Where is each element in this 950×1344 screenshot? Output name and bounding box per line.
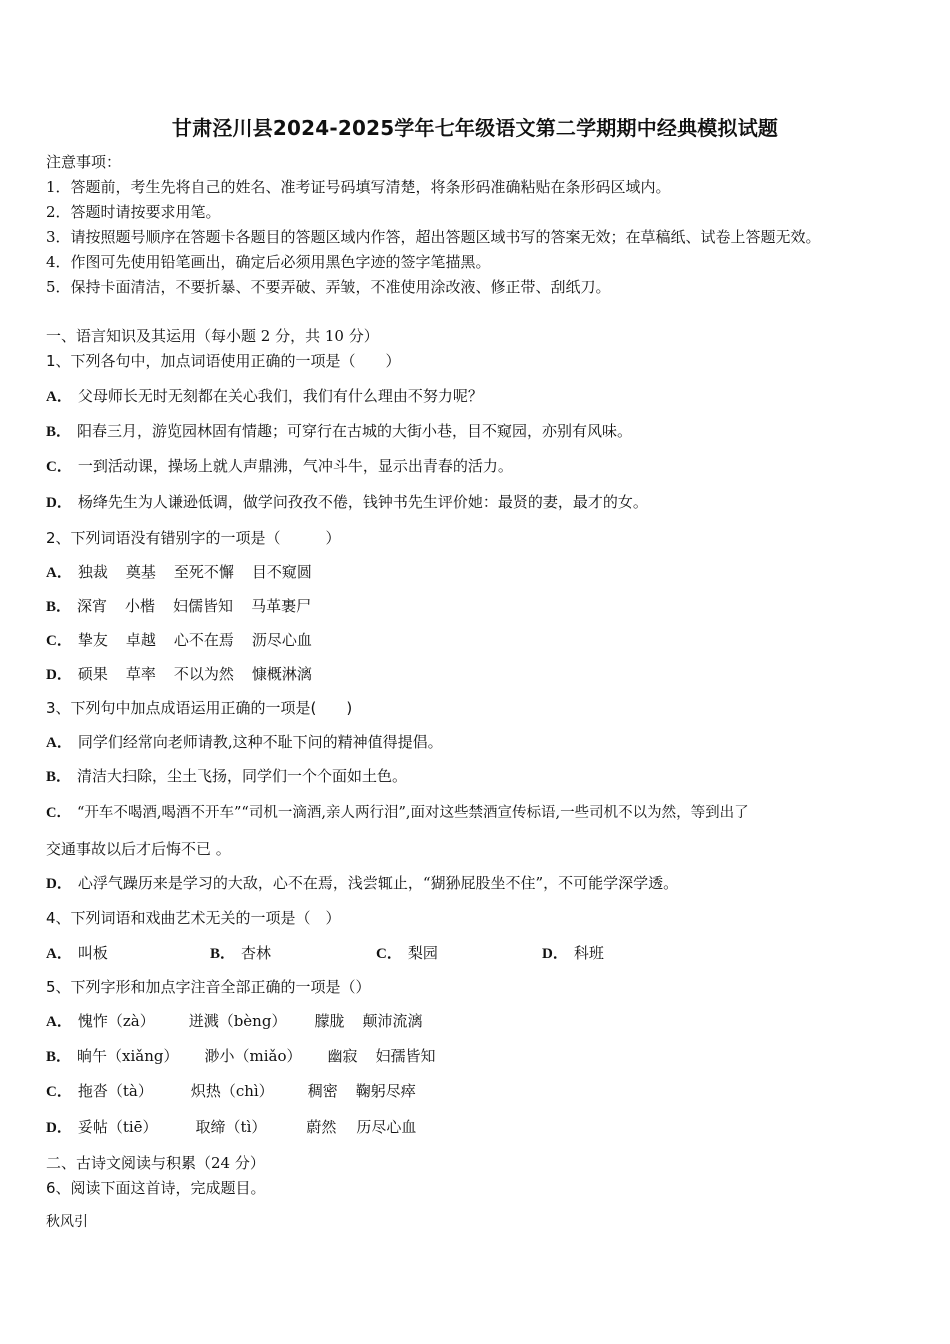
option-letter: B． <box>46 769 72 785</box>
q4-option-d <box>542 943 604 964</box>
q5-option-b <box>46 1046 436 1067</box>
option-word: 妥帖（tiē） <box>77 1118 158 1136</box>
q4-option-a <box>46 943 108 964</box>
option-letter: D． <box>46 495 72 511</box>
option-letter: B． <box>46 599 72 615</box>
q3-stem: 3、下列句中加点成语运用正确的一项是( ) <box>46 699 353 717</box>
notice-heading: 注意事项： <box>46 153 122 171</box>
option-letter: C． <box>46 633 72 649</box>
notice-item-4: 4．作图可先使用铅笔画出，确定后必须用黑色字迹的签字笔描黑。 <box>46 253 491 271</box>
option-letter: B． <box>210 946 236 962</box>
option-word: 马革裹尸 <box>251 597 312 615</box>
option-letter: D． <box>46 1120 72 1136</box>
q3-option-c <box>46 803 749 823</box>
option-letter: D． <box>46 667 72 683</box>
q6-stem: 6、阅读下面这首诗，完成题目。 <box>46 1179 266 1197</box>
option-text: 叫板 <box>77 944 108 962</box>
q2-option-c <box>46 630 330 651</box>
q2-option-b <box>46 596 329 617</box>
option-word: 稠密 <box>307 1082 338 1100</box>
option-letter: C． <box>46 459 72 475</box>
section2-heading: 二、古诗文阅读与积累（24 分） <box>46 1154 265 1172</box>
option-word: 幽寂 <box>327 1047 358 1065</box>
q1-option-d <box>46 492 648 513</box>
q1-option-c <box>46 456 513 477</box>
option-word: 小楷 <box>125 597 156 615</box>
option-text: 阳春三月，游览园林固有情趣；可穿行在古城的大街小巷，目不窥园，亦别有风味。 <box>77 422 633 440</box>
option-letter: A． <box>46 946 72 962</box>
option-word: 硕果 <box>77 665 108 683</box>
option-word: 拖沓（tà） <box>77 1082 153 1100</box>
q3-option-a <box>46 732 443 753</box>
option-text: 清洁大扫除，尘土飞扬，同学们一个个面如土色。 <box>77 767 408 785</box>
option-word: 深宵 <box>77 597 108 615</box>
option-word: 卓越 <box>125 631 156 649</box>
q5-stem: 5、下列字形和加点字注音全部正确的一项是（） <box>46 978 371 996</box>
notice-item-1: 1．答题前，考生先将自己的姓名、准考证号码填写清楚，将条形码准确粘贴在条形码区域内。 <box>46 178 671 196</box>
option-text: 同学们经常向老师请教,这种不耻下问的精神值得提倡。 <box>77 733 443 751</box>
option-letter: C． <box>46 1084 72 1100</box>
option-word: 不以为然 <box>173 665 234 683</box>
option-text: 一到活动课，操场上就人声鼎沸，气冲斗牛，显示出青春的活力。 <box>77 457 513 475</box>
option-text: 杏林 <box>241 944 272 962</box>
option-text: 科班 <box>573 944 604 962</box>
q1-stem: 1、下列各句中，加点词语使用正确的一项是（ ） <box>46 352 401 370</box>
q2-option-d <box>46 664 330 685</box>
q2-option-a <box>46 562 330 583</box>
q1-option-a <box>46 386 483 407</box>
option-letter: A． <box>46 1014 72 1030</box>
option-word: 鞠躬尽瘁 <box>355 1082 416 1100</box>
option-text: 父母师长无时无刻都在关心我们，我们有什么理由不努力呢？ <box>77 387 483 405</box>
q4-option-b <box>210 943 271 964</box>
section1-heading: 一、语言知识及其运用（每小题 2 分，共 10 分） <box>46 327 379 345</box>
option-word: 炽热（chì） <box>190 1082 274 1100</box>
option-word: 奠基 <box>125 563 156 581</box>
q5-option-c <box>46 1081 416 1102</box>
option-word: 渺小（miǎo） <box>204 1047 302 1065</box>
option-text: 心浮气躁历来是学习的大敌，心不在焉，浅尝辄止，“猢狲屁股坐不住”，不可能学深学透。 <box>77 874 679 892</box>
option-text: 梨园 <box>407 944 438 962</box>
option-word: 慷概淋漓 <box>251 665 312 683</box>
option-letter: A． <box>46 735 72 751</box>
option-word: 目不窥圆 <box>251 563 312 581</box>
notice-item-3: 3．请按照题号顺序在答题卡各题目的答题区域内作答，超出答题区域书写的答案无效；在草稿纸、试卷上答题无效。 <box>46 228 821 246</box>
notice-item-5: 5．保持卡面清洁，不要折暴、不要弄破、弄皱，不准使用涂改液、修正带、刮纸刀。 <box>46 278 611 296</box>
option-word: 心不在焉 <box>173 631 234 649</box>
q2-stem: 2、下列词语没有错别字的一项是（ ） <box>46 529 341 547</box>
option-word: 取缔（tì） <box>195 1118 267 1136</box>
q5-option-a <box>46 1011 422 1032</box>
option-text: 杨绛先生为人谦逊低调，做学问孜孜不倦，钱钟书先生评价她：最贤的妻，最才的女。 <box>77 493 648 511</box>
option-word: 晌午（xiǎng） <box>77 1047 179 1065</box>
q4-option-c <box>376 943 438 964</box>
option-letter: A． <box>46 565 72 581</box>
q3-option-c-continued: 交通事故以后才后悔不已 。 <box>46 840 231 858</box>
option-word: 颠沛流漓 <box>362 1012 423 1030</box>
option-word: 草率 <box>125 665 156 683</box>
option-word: 蔚然 <box>306 1118 337 1136</box>
option-word: 妇儒皆知 <box>173 597 234 615</box>
option-text: “开车不喝酒,喝酒不开车”“司机一滴酒,亲人两行泪”,面对这些禁酒宣传标语,一些司机不以为然，等到出了 <box>76 805 749 821</box>
poem-title: 秋风引 <box>46 1214 88 1230</box>
option-letter: B． <box>46 424 72 440</box>
option-word: 独裁 <box>77 563 108 581</box>
option-word: 挚友 <box>77 631 108 649</box>
option-letter: D． <box>46 876 72 892</box>
option-word: 迸溅（bèng） <box>188 1012 287 1030</box>
q4-stem: 4、下列词语和戏曲艺术无关的一项是（ ） <box>46 909 341 927</box>
option-letter: D． <box>542 946 568 962</box>
option-letter: A． <box>46 389 72 405</box>
option-word: 朦胧 <box>314 1012 345 1030</box>
option-word: 至死不懈 <box>173 563 234 581</box>
option-word: 历尽心血 <box>356 1118 417 1136</box>
option-word: 妇孺皆知 <box>375 1047 436 1065</box>
option-word: 沥尽心血 <box>251 631 312 649</box>
q1-option-b <box>46 421 632 442</box>
option-letter: C． <box>376 946 402 962</box>
option-letter: C． <box>46 805 71 821</box>
option-word: 愧怍（zà） <box>77 1012 155 1030</box>
notice-item-2: 2．答题时请按要求用笔。 <box>46 203 221 221</box>
q3-option-b <box>46 766 407 787</box>
q5-option-d <box>46 1117 416 1138</box>
page-title: 甘肃泾川县2024-2025学年七年级语文第二学期期中经典模拟试题 <box>171 116 779 140</box>
option-letter: B． <box>46 1049 72 1065</box>
q3-option-d <box>46 873 678 894</box>
